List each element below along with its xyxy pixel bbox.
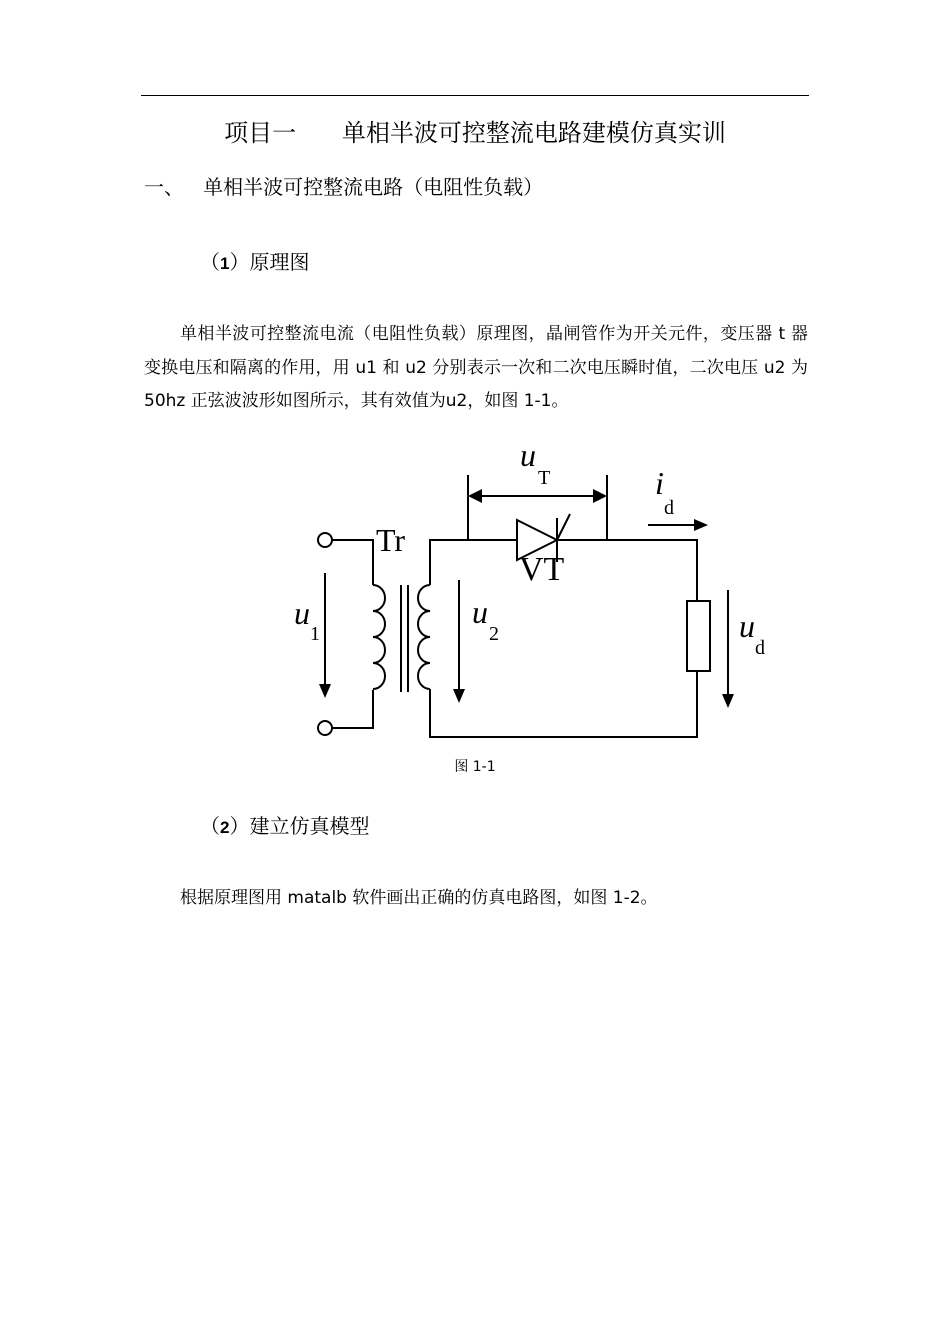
resistor [687,601,710,671]
label-vt: VT [519,551,565,588]
ud-arrow [722,694,734,708]
label-id-sub: d [664,497,674,519]
primary-winding [373,585,385,689]
subsection-2-heading [200,811,369,843]
body-paragraph-1: 单相半波可控整流电流（电阻性负载）原理图，晶闸管作为开关元件，变压器 t 器变换电压和隔离的作用，用 u1 和 u2 分别表示一次和二次电压瞬时值，二次电压 u2 为 50hz 正弦波波形如图所示，其有效值为u2，如图 1-1。 [144,324,808,411]
terminal-top [318,533,332,547]
body-paragraph-2: 根据原理图用 matalb 软件画出正确的仿真电路图，如图 1-2。 [180,888,658,908]
uT-arrow-right [593,489,607,503]
label-u2-sub: 2 [489,623,499,645]
label-uT: u [520,437,536,473]
label-u1: u [294,595,310,631]
label-u2: u [472,594,488,630]
section-heading: 一、 单相半波可控整流电路（电阻性负载） [144,175,544,199]
terminal-bottom [318,721,332,735]
subsection-1-text: ）原理图 [229,250,310,274]
label-ud-sub: d [755,637,765,659]
label-uT-sub: T [538,467,551,489]
subsection-1-number: 1 [220,254,230,273]
label-u1-sub: 1 [310,623,320,645]
figure-caption: 图 1-1 [454,759,496,775]
id-arrow [694,519,708,531]
subsection-2-open: （ [200,814,220,838]
page-title: 项目一 单相半波可控整流电路建模仿真实训 [224,119,726,147]
label-tr: Tr [376,522,406,558]
u1-arrow [319,684,331,698]
subsection-1-open: （ [200,250,220,274]
subsection-2-number: 2 [220,818,230,837]
uT-arrow-left [468,489,482,503]
u2-arrow [453,689,465,703]
subsection-2-text: ）建立仿真模型 [229,814,370,838]
secondary-winding [418,585,430,689]
label-id: i [655,465,664,501]
label-ud: u [739,608,755,644]
